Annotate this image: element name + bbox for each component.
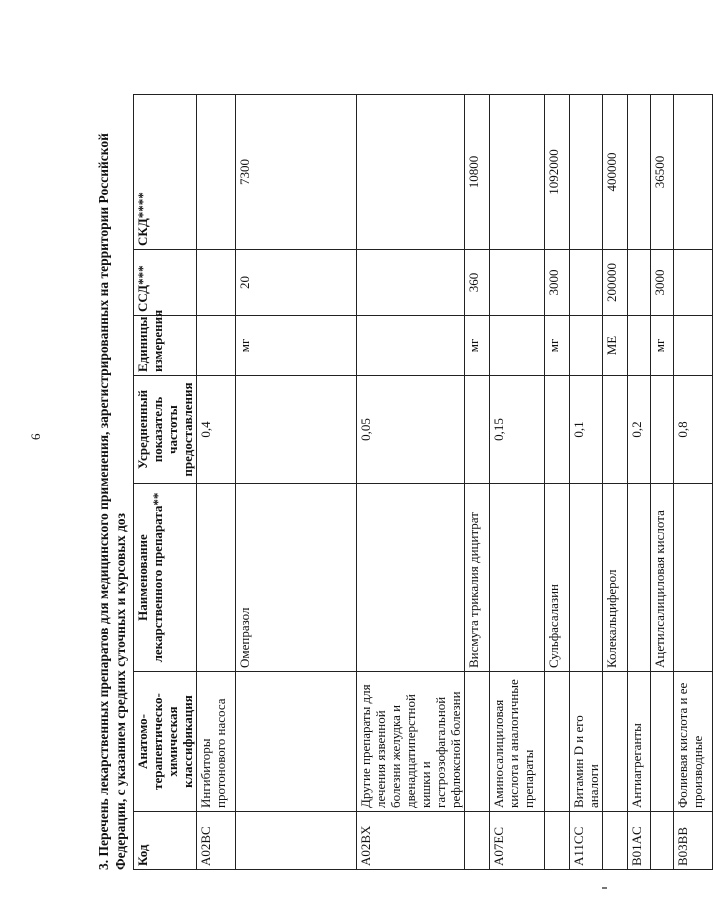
cell-skd — [490, 95, 545, 250]
cell-frequency — [545, 376, 570, 484]
cell-unit — [490, 316, 545, 376]
cell-unit — [570, 316, 603, 376]
table-row — [357, 95, 465, 870]
cell-unit — [628, 316, 651, 376]
cell-code: B03BB — [674, 812, 713, 870]
cell-code — [651, 812, 674, 870]
header-ssd: ССД*** — [134, 250, 197, 316]
cell-ssd — [674, 250, 713, 316]
header-code: Код — [134, 812, 197, 870]
drug-table — [133, 94, 713, 870]
cell-ssd: 200000 — [603, 250, 628, 316]
cell-frequency: 0,15 — [490, 376, 545, 484]
cell-drug: Ацетилсалициловая кислота — [651, 484, 674, 672]
cell-unit — [357, 316, 465, 376]
cell-frequency — [603, 376, 628, 484]
cell-atc: Ингибиторы протонового насоса — [197, 672, 236, 812]
cell-atc: Другие препараты для лечения язвенной болезни желудка и двенадцатиперстной кишки и гастроэзофагальной рефлюксной болезни — [357, 672, 465, 812]
cell-ssd: 3000 — [545, 250, 570, 316]
cell-atc: Фолиевая кислота и ее производные — [674, 672, 713, 812]
table-row — [236, 95, 357, 870]
table-row — [545, 95, 570, 870]
table-row — [628, 95, 651, 870]
table-row — [603, 95, 628, 870]
cell-skd — [197, 95, 236, 250]
cell-skd: 7300 — [236, 95, 357, 250]
table-row — [570, 95, 603, 870]
cell-frequency: 0,4 — [197, 376, 236, 484]
cell-unit: мг — [236, 316, 357, 376]
cell-ssd: 20 — [236, 250, 357, 316]
cell-ssd: 3000 — [651, 250, 674, 316]
cell-unit: мг — [651, 316, 674, 376]
cell-code: A07EC — [490, 812, 545, 870]
cell-frequency: 0,05 — [357, 376, 465, 484]
cell-skd — [628, 95, 651, 250]
cell-frequency: 0,8 — [674, 376, 713, 484]
cell-skd: 1092000 — [545, 95, 570, 250]
cell-skd: 36500 — [651, 95, 674, 250]
cell-frequency: 0,2 — [628, 376, 651, 484]
scan-mark — [602, 887, 607, 889]
cell-unit: МЕ — [603, 316, 628, 376]
cell-frequency: 0,1 — [570, 376, 603, 484]
cell-frequency — [465, 376, 490, 484]
cell-ssd — [628, 250, 651, 316]
cell-frequency — [651, 376, 674, 484]
cell-unit: мг — [545, 316, 570, 376]
cell-ssd — [197, 250, 236, 316]
cell-ssd — [490, 250, 545, 316]
table-row — [465, 95, 490, 870]
header-skd: СКД**** — [134, 95, 197, 250]
cell-drug: Омепразол — [236, 484, 357, 672]
table-row — [490, 95, 545, 870]
cell-drug — [628, 484, 651, 672]
cell-ssd: 360 — [465, 250, 490, 316]
header-atc: Анатомо-терапевтическо-химическая классификация — [134, 672, 197, 812]
cell-code: A11CC — [570, 812, 603, 870]
header-drug: Наименование лекарственного препарата** — [134, 484, 197, 672]
page-number: 6 — [28, 433, 43, 440]
header-frequency: Усредненный показатель частоты предоставления — [134, 376, 197, 484]
cell-skd — [674, 95, 713, 250]
cell-code — [603, 812, 628, 870]
table-header-row — [134, 95, 197, 870]
cell-atc: Аминосалициловая кислота и аналогичные препараты — [490, 672, 545, 812]
cell-atc — [603, 672, 628, 812]
cell-skd: 10800 — [465, 95, 490, 250]
cell-drug: Висмута трикалия дицитрат — [465, 484, 490, 672]
cell-drug — [570, 484, 603, 672]
cell-code — [465, 812, 490, 870]
section-heading: 3. Перечень лекарственных препаратов для медицинского применения, зарегистрированных на территории Российской Федерации, с указанием средних суточных и курсовых доз — [96, 133, 128, 870]
table-row — [197, 95, 236, 870]
cell-drug — [490, 484, 545, 672]
cell-skd — [570, 95, 603, 250]
cell-drug: Колекальциферол — [603, 484, 628, 672]
cell-atc — [651, 672, 674, 812]
cell-skd — [357, 95, 465, 250]
cell-code — [545, 812, 570, 870]
rotated-page-content — [95, 90, 705, 870]
cell-ssd — [357, 250, 465, 316]
table-row — [674, 95, 713, 870]
cell-unit — [197, 316, 236, 376]
cell-drug — [674, 484, 713, 672]
header-unit: Единицы измерения — [134, 316, 197, 376]
cell-skd: 400000 — [603, 95, 628, 250]
cell-code: B01AC — [628, 812, 651, 870]
cell-atc — [236, 672, 357, 812]
cell-frequency — [236, 376, 357, 484]
table-row — [651, 95, 674, 870]
cell-unit: мг — [465, 316, 490, 376]
cell-drug — [197, 484, 236, 672]
cell-code: A02BC — [197, 812, 236, 870]
cell-ssd — [570, 250, 603, 316]
cell-code: A02BX — [357, 812, 465, 870]
cell-unit — [674, 316, 713, 376]
cell-code — [236, 812, 357, 870]
cell-drug: Сульфасалазин — [545, 484, 570, 672]
cell-drug — [357, 484, 465, 672]
cell-atc — [545, 672, 570, 812]
cell-atc: Антиагреганты — [628, 672, 651, 812]
cell-atc: Витамин D и его аналоги — [570, 672, 603, 812]
cell-atc — [465, 672, 490, 812]
